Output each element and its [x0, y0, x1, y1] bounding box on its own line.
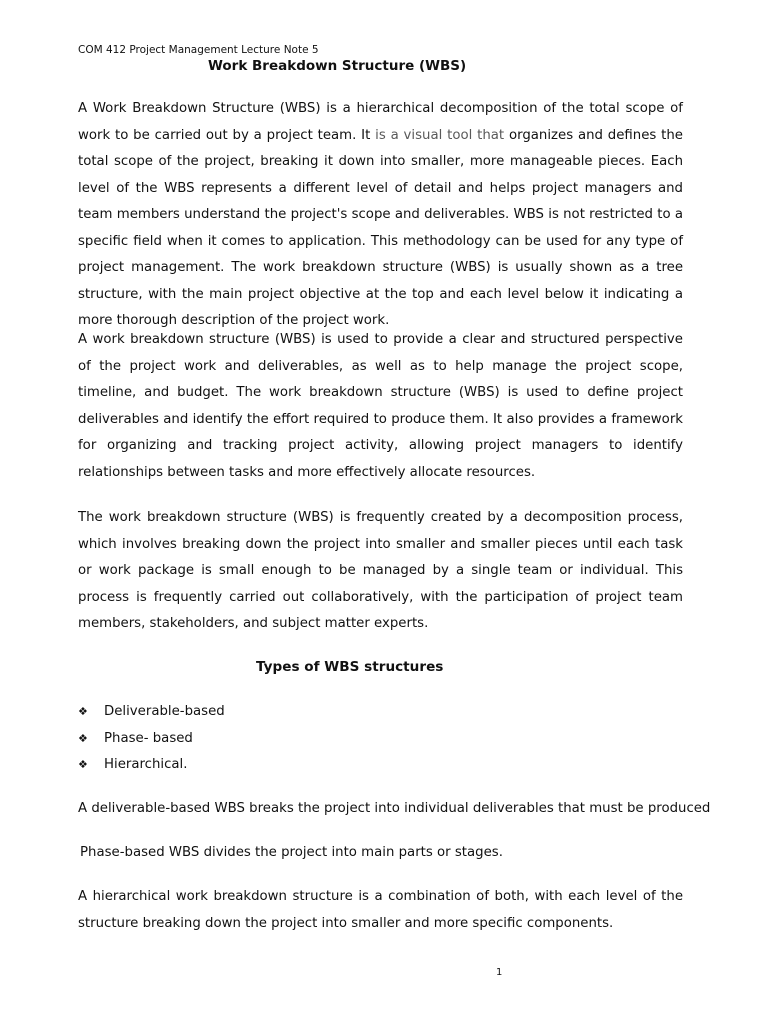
paragraph-intro [78, 96, 683, 335]
header-note: COM 412 Project Management Lecture Note 5 [78, 44, 319, 56]
document-title: Work Breakdown Structure (WBS) [208, 58, 467, 74]
deliverable-based-description: A deliverable-based WBS breaks the project into individual deliverables that must be produced [78, 801, 711, 816]
paragraph-decomposition: The work breakdown structure (WBS) is frequently created by a decomposition process, which involves breaking down the project into smaller and smaller pieces until each task or work package is small enough to be managed by a single team or individual. This process is frequently carried out collaboratively, with the participation of project team members, stakeholders, and subject matter experts. [78, 510, 683, 631]
paragraph-intro-end: organizes and defines the total scope of the project, breaking it down into smaller, more manageable pieces. Each level of the WBS represents a different level of detail and helps project managers and team members understand the project's scope and deliverables. WBS is not restricted to a specific field when it comes to application. This methodology can be used for any type of project management. The work breakdown structure (WBS) is usually shown as a tree structure, with the main project objective at the top and each level below it indicating a more thorough description of the project work. [78, 127, 683, 328]
section-title: Types of WBS structures [256, 659, 444, 675]
diamond-bullet-icon: ❖ [78, 758, 88, 771]
list-item-label: Deliverable-based [104, 704, 225, 719]
list-item [78, 752, 225, 779]
hierarchical-description: A hierarchical work breakdown structure is a combination of both, with each level of the structure breaking down the project into smaller and more specific components. [78, 889, 683, 931]
highlighted-phrase: is a visual tool that [375, 127, 505, 143]
list-item-label: Hierarchical. [104, 757, 188, 772]
paragraph-intro-start: A Work Breakdown Structure (WBS) is a hierarchical decomposition of the total scope of work to be carried out by a project team. It [78, 101, 683, 143]
list-item [78, 699, 225, 726]
phase-based-description: Phase-based WBS divides the project into main parts or stages. [80, 845, 503, 860]
list-item-label: Phase- based [104, 730, 193, 746]
page-number: 1 [496, 967, 503, 978]
diamond-bullet-icon: ❖ [78, 731, 88, 745]
diamond-bullet-icon: ❖ [78, 705, 88, 718]
paragraph-purpose: A work breakdown structure (WBS) is used to provide a clear and structured perspective of the project work and deliverables, as well as to help manage the project scope, timeline, and budget. The work breakdown structure (WBS) is used to define project deliverables and identify the effort required to produce them. It also provides a framework for organizing and tracking project activity, allowing project managers to identify relationships between tasks and more effectively allocate resources. [78, 332, 683, 480]
wbs-types-list [78, 699, 225, 779]
list-item [78, 726, 225, 753]
